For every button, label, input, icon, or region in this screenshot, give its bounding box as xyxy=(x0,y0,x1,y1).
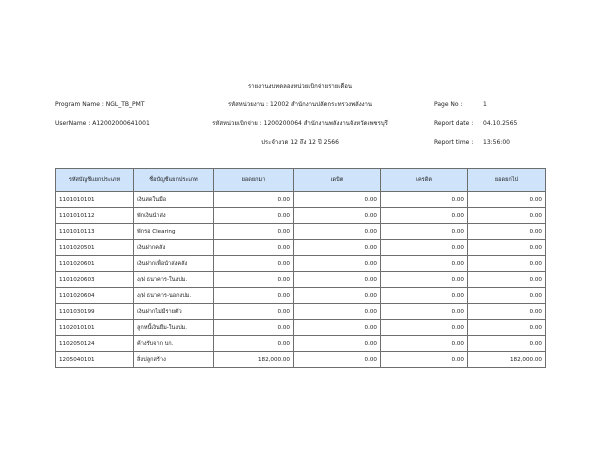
table-row xyxy=(56,240,546,256)
table-row xyxy=(56,320,546,336)
debit-cell: 0.00 xyxy=(294,304,381,320)
account-name-cell: เงินสดในมือ xyxy=(134,192,214,208)
report-date-value: 04.10.2565 xyxy=(483,120,518,127)
carried-forward-cell: 0.00 xyxy=(468,224,546,240)
page-no-label: Page No : xyxy=(434,101,463,108)
carried-forward-cell: 0.00 xyxy=(468,240,546,256)
debit-cell: 0.00 xyxy=(294,240,381,256)
account-code-cell: 1101010112 xyxy=(56,208,134,224)
brought-forward-cell: 0.00 xyxy=(214,224,294,240)
debit-cell: 0.00 xyxy=(294,192,381,208)
account-name-cell: พักรอ Clearing xyxy=(134,224,214,240)
carried-forward-cell: 0.00 xyxy=(468,192,546,208)
debit-cell: 0.00 xyxy=(294,288,381,304)
column-header-brought-forward: ยอดยกมา xyxy=(214,169,294,192)
table-row xyxy=(56,304,546,320)
program-name: Program Name : NGL_TB_PMT xyxy=(55,101,145,108)
report-time-label: Report time : xyxy=(434,139,474,146)
debit-cell: 0.00 xyxy=(294,224,381,240)
table-header-row xyxy=(56,169,546,192)
account-name-cell: ง/ฝ ธนาคาร-ในงปม. xyxy=(134,272,214,288)
carried-forward-cell: 182,000.00 xyxy=(468,352,546,368)
table-row xyxy=(56,256,546,272)
carried-forward-cell: 0.00 xyxy=(468,272,546,288)
brought-forward-cell: 0.00 xyxy=(214,208,294,224)
column-header-credit: เครดิต xyxy=(381,169,468,192)
brought-forward-cell: 0.00 xyxy=(214,320,294,336)
account-name-cell: เงินฝากเพื่อนำส่งคลัง xyxy=(134,256,214,272)
account-code-cell: 1102010101 xyxy=(56,320,134,336)
debit-cell: 0.00 xyxy=(294,256,381,272)
table-row xyxy=(56,336,546,352)
report-time-value: 13:56:00 xyxy=(483,139,510,146)
account-name-cell: เงินฝากไม่มีรายตัว xyxy=(134,304,214,320)
carried-forward-cell: 0.00 xyxy=(468,336,546,352)
credit-cell: 0.00 xyxy=(381,256,468,272)
account-name-cell: สิ่งปลูกสร้าง xyxy=(134,352,214,368)
debit-cell: 0.00 xyxy=(294,320,381,336)
credit-cell: 0.00 xyxy=(381,208,468,224)
brought-forward-cell: 0.00 xyxy=(214,192,294,208)
brought-forward-cell: 182,000.00 xyxy=(214,352,294,368)
account-name-cell: พักเงินนำส่ง xyxy=(134,208,214,224)
debit-cell: 0.00 xyxy=(294,336,381,352)
brought-forward-cell: 0.00 xyxy=(214,288,294,304)
credit-cell: 0.00 xyxy=(381,288,468,304)
account-name-cell: ค้างรับจาก บก. xyxy=(134,336,214,352)
table-row xyxy=(56,192,546,208)
disbursement-unit: รหัสหน่วยเบิกจ่าย : 1200200064 สำนักงานพลังงานจังหวัดเพชรบุรี xyxy=(212,120,388,127)
column-header-account-code: รหัสบัญชีแยกประเภท xyxy=(56,169,134,192)
credit-cell: 0.00 xyxy=(381,304,468,320)
report-title: รายงานงบทดลองหน่วยเบิกจ่ายรายเดือน xyxy=(248,83,352,90)
credit-cell: 0.00 xyxy=(381,320,468,336)
account-name-cell: ลูกหนี้เงินยืม-ในงปม. xyxy=(134,320,214,336)
report-period: ประจำงวด 12 ถึง 12 ปี 2566 xyxy=(261,139,339,146)
carried-forward-cell: 0.00 xyxy=(468,304,546,320)
account-code-cell: 1101010113 xyxy=(56,224,134,240)
column-header-carried-forward: ยอดยกไป xyxy=(468,169,546,192)
user-name: UserName : A12002000641001 xyxy=(55,120,150,127)
carried-forward-cell: 0.00 xyxy=(468,288,546,304)
account-code-cell: 1101020501 xyxy=(56,240,134,256)
account-code-cell: 1101020601 xyxy=(56,256,134,272)
brought-forward-cell: 0.00 xyxy=(214,272,294,288)
carried-forward-cell: 0.00 xyxy=(468,256,546,272)
trial-balance-table xyxy=(55,168,546,368)
credit-cell: 0.00 xyxy=(381,240,468,256)
table-row xyxy=(56,208,546,224)
credit-cell: 0.00 xyxy=(381,224,468,240)
column-header-debit: เดบิต xyxy=(294,169,381,192)
table-row xyxy=(56,272,546,288)
credit-cell: 0.00 xyxy=(381,336,468,352)
credit-cell: 0.00 xyxy=(381,272,468,288)
account-code-cell: 1102050124 xyxy=(56,336,134,352)
agency-code: รหัสหน่วยงาน : 12002 สำนักงานปลัดกระทรวงพลังงาน xyxy=(227,101,373,108)
account-code-cell: 1101010101 xyxy=(56,192,134,208)
account-name-cell: ง/ฝ ธนาคาร-นอกงปม. xyxy=(134,288,214,304)
page-no-value: 1 xyxy=(483,101,487,108)
account-name-cell: เงินฝากคลัง xyxy=(134,240,214,256)
brought-forward-cell: 0.00 xyxy=(214,336,294,352)
credit-cell: 0.00 xyxy=(381,192,468,208)
brought-forward-cell: 0.00 xyxy=(214,256,294,272)
debit-cell: 0.00 xyxy=(294,208,381,224)
table-row xyxy=(56,224,546,240)
table-row xyxy=(56,288,546,304)
account-code-cell: 1205040101 xyxy=(56,352,134,368)
debit-cell: 0.00 xyxy=(294,272,381,288)
brought-forward-cell: 0.00 xyxy=(214,240,294,256)
account-code-cell: 1101020604 xyxy=(56,288,134,304)
table-row xyxy=(56,352,546,368)
report-date-label: Report date : xyxy=(434,120,474,127)
brought-forward-cell: 0.00 xyxy=(214,304,294,320)
debit-cell: 0.00 xyxy=(294,352,381,368)
account-code-cell: 1101020603 xyxy=(56,272,134,288)
credit-cell: 0.00 xyxy=(381,352,468,368)
account-code-cell: 1101030199 xyxy=(56,304,134,320)
carried-forward-cell: 0.00 xyxy=(468,208,546,224)
column-header-account-name: ชื่อบัญชีแยกประเภท xyxy=(134,169,214,192)
carried-forward-cell: 0.00 xyxy=(468,320,546,336)
